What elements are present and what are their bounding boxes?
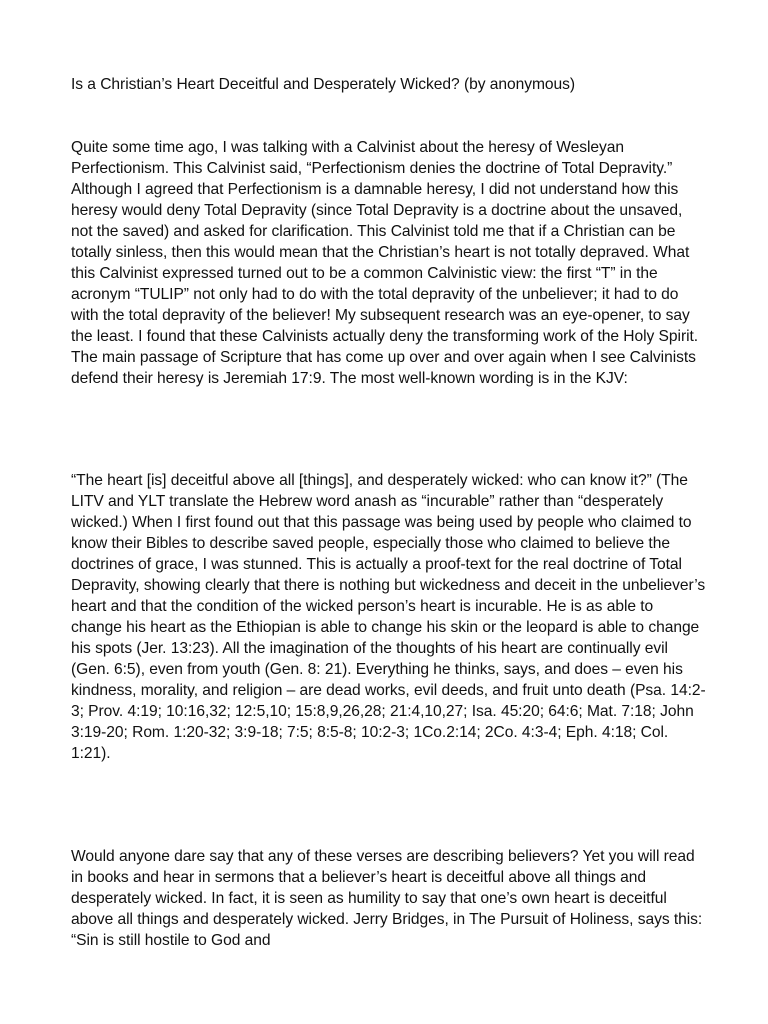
paragraph-2: “The heart [is] deceitful above all [things], and desperately wicked: who can know it?” (The LITV and YLT translate the Hebrew word anash as “incurable” rather than “desperately wicked.) When I first found out that this passage was being used by people who claimed to know their Bibles to describe saved people, especially those who claimed to believe the doctrines of grace, I was stunned. This is actually a proof-text for the real doctrine of Total Depravity, showing clearly that there is nothing but wickedness and deceit in the unbeliever’s heart and that the condition of the wicked person’s heart is incurable. He is as able to change his heart as the Ethiopian is able to change his skin or the leopard is able to change his spots (Jer. 13:23). All the imagination of the thoughts of his heart are continually evil (Gen. 6:5), even from youth (Gen. 8: 21). Everything he thinks, says, and does – even his kindness, morality, and religion – are dead works, evil deeds, and fruit unto death (Psa. 14:2-3; Prov. 4:19; 10:16,32; 12:5,10; 15:8,9,26,28; 21:4,10,27; Isa. 45:20; 64:6; Mat. 7:18; John 3:19-20; Rom. 1:20-32; 3:9-18; 7:5; 8:5-8; 10:2-3; 1Co.2:14; 2Co. 4:3-4; Eph. 4:18; Col. 1:21). [71, 472, 706, 762]
paragraph-3: Would anyone dare say that any of these verses are describing believers? Yet you will read in books and hear in sermons that a believer’s heart is deceitful above all things and desperately wicked. In fact, it is seen as humility to say that one’s own heart is deceitful above all things and desperately wicked. Jerry Bridges, in The Pursuit of Holiness, says this: “Sin is still hostile to God and [71, 848, 703, 949]
paragraph-1: Quite some time ago, I was talking with a Calvinist about the heresy of Wesleyan Perfectionism. This Calvinist said, “Perfectionism denies the doctrine of Total Depravity.” Although I agreed that Perfectionism is a damnable heresy, I did not understand how this heresy would deny Total Depravity (since Total Depravity is a doctrine about the unsaved, not the saved) and asked for clarification. This Calvinist told me that if a Christian can be totally sinless, then this would mean that the Christian’s heart is not totally depraved. What this Calvinist expressed turned out to be a common Calvinistic view: the first “T” in the acronym “TULIP” not only had to do with the total depravity of the unbeliever; it had to do with the total depravity of the believer! My subsequent research was an eye-opener, to say the least. I found that these Calvinists actually deny the transforming work of the Holy Spirit. The main passage of Scripture that has come up over and over again when I see Calvinists defend their heresy is Jeremiah 17:9. The most well-known wording is in the KJV: [71, 139, 699, 387]
document-title: Is a Christian’s Heart Deceitful and Desperately Wicked? (by anonymous) [71, 76, 576, 93]
